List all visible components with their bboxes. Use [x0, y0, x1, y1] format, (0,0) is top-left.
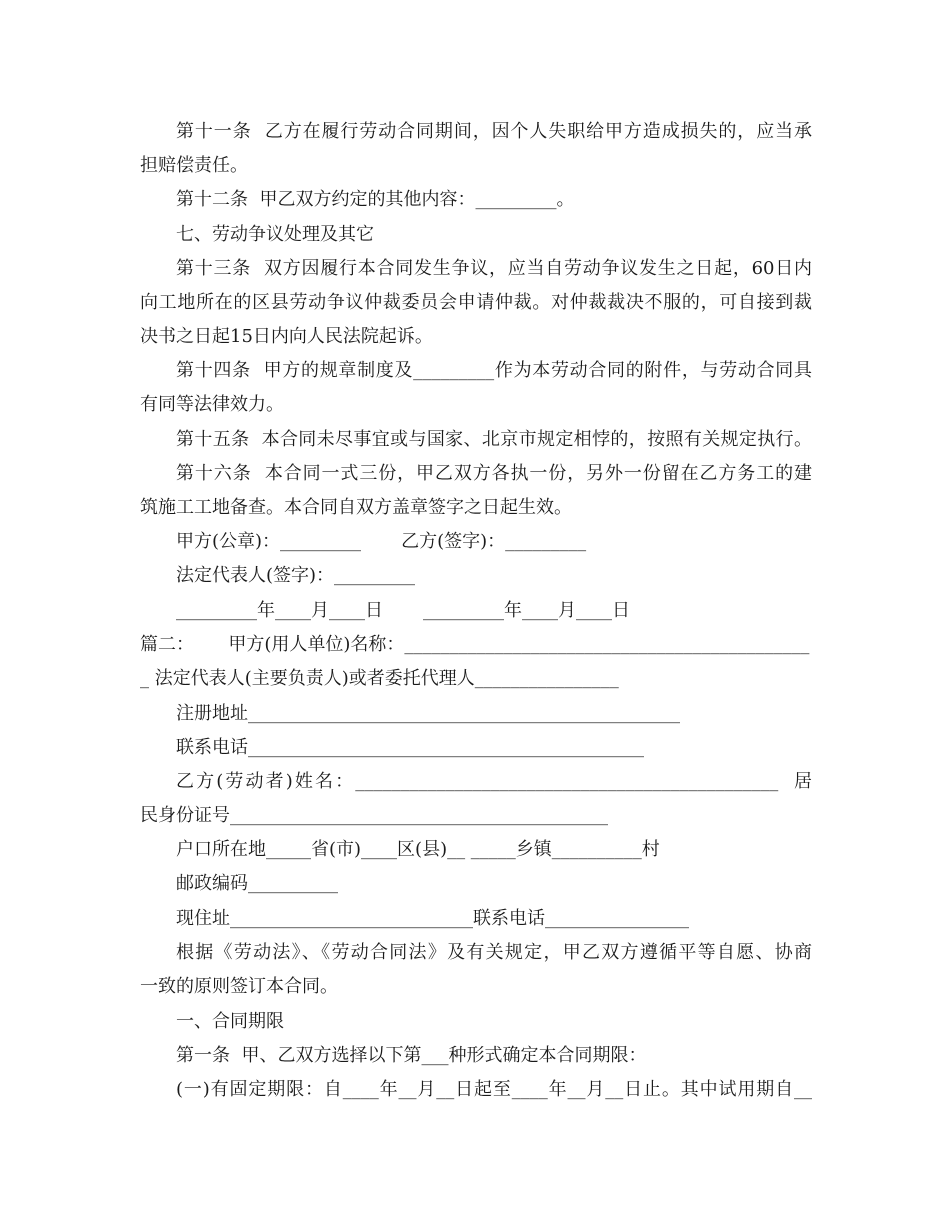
text-line: 民身份证号__________________________________________: [140, 805, 608, 826]
section-heading: 七、劳动争议处理及其它: [176, 224, 374, 245]
section-heading: 篇二： 甲方(用人单位)名称：_____________________________________________: [140, 634, 810, 655]
text-line: 根据《劳动法》、《劳动合同法》及有关规定，甲乙双方遵循平等自愿、协商: [176, 942, 812, 963]
text-line: 第十六条 本合同一式三份，甲乙双方各执一份，另外一份留在乙方务工的建: [176, 463, 812, 484]
signature-line: 甲方(公章)：_________ 乙方(签字)：_________: [176, 531, 587, 552]
text-line: 户口所在地_____省(市)____区(县)__ _____乡镇__________村: [176, 839, 660, 860]
text-line: 向工地所在的区县劳动争议仲裁委员会申请仲裁。对仲裁裁决不服的，可自接到裁: [140, 292, 812, 313]
text-line: 决书之日起15日内向人民法院起诉。: [140, 326, 433, 347]
text-line: 一致的原则签订本合同。: [140, 976, 338, 997]
text-line: 第十三条 双方因履行本合同发生争议，应当自劳动争议发生之日起，60日内: [176, 258, 812, 279]
section-heading: 一、合同期限: [176, 1011, 284, 1032]
text-line: 第十二条 甲乙双方约定的其他内容：_________。: [176, 189, 575, 210]
text-line: 邮政编码__________: [176, 873, 338, 894]
text-line: 现住址___________________________联系电话________________: [176, 908, 689, 929]
text-line: 第十四条 甲方的规章制度及_________作为本劳动合同的附件，与劳动合同具: [176, 360, 812, 381]
text-line: 第十一条 乙方在履行劳动合同期间，因个人失职给甲方造成损失的，应当承: [176, 121, 812, 142]
text-line: 筑施工工地备查。本合同自双方盖章签字之日起生效。: [140, 497, 572, 518]
date-line: _________年____月____日 _________年____月____日: [176, 600, 631, 621]
text-line: 第十五条 本合同未尽事宜或与国家、北京市规定相悖的，按照有关规定执行。: [176, 429, 812, 450]
text-line: 担赔偿责任。: [140, 155, 248, 176]
text-line: (一)有固定期限：自____年__月__日起至____年__月__日止。其中试用期自__: [176, 1079, 812, 1100]
signature-line: 法定代表人(签字)：_________: [176, 565, 416, 586]
text-line: 有同等法律效力。: [140, 394, 284, 415]
text-line: 联系电话____________________________________________: [176, 737, 644, 758]
text-line: 乙方(劳动者)姓名：_______________________________________________ 居: [176, 771, 812, 792]
text-line: _ 法定代表人(主要负责人)或者委托代理人________________: [140, 668, 619, 689]
text-line: 第一条 甲、乙双方选择以下第___种形式确定本合同期限：: [176, 1045, 647, 1066]
text-line: 注册地址________________________________________________: [176, 703, 680, 724]
